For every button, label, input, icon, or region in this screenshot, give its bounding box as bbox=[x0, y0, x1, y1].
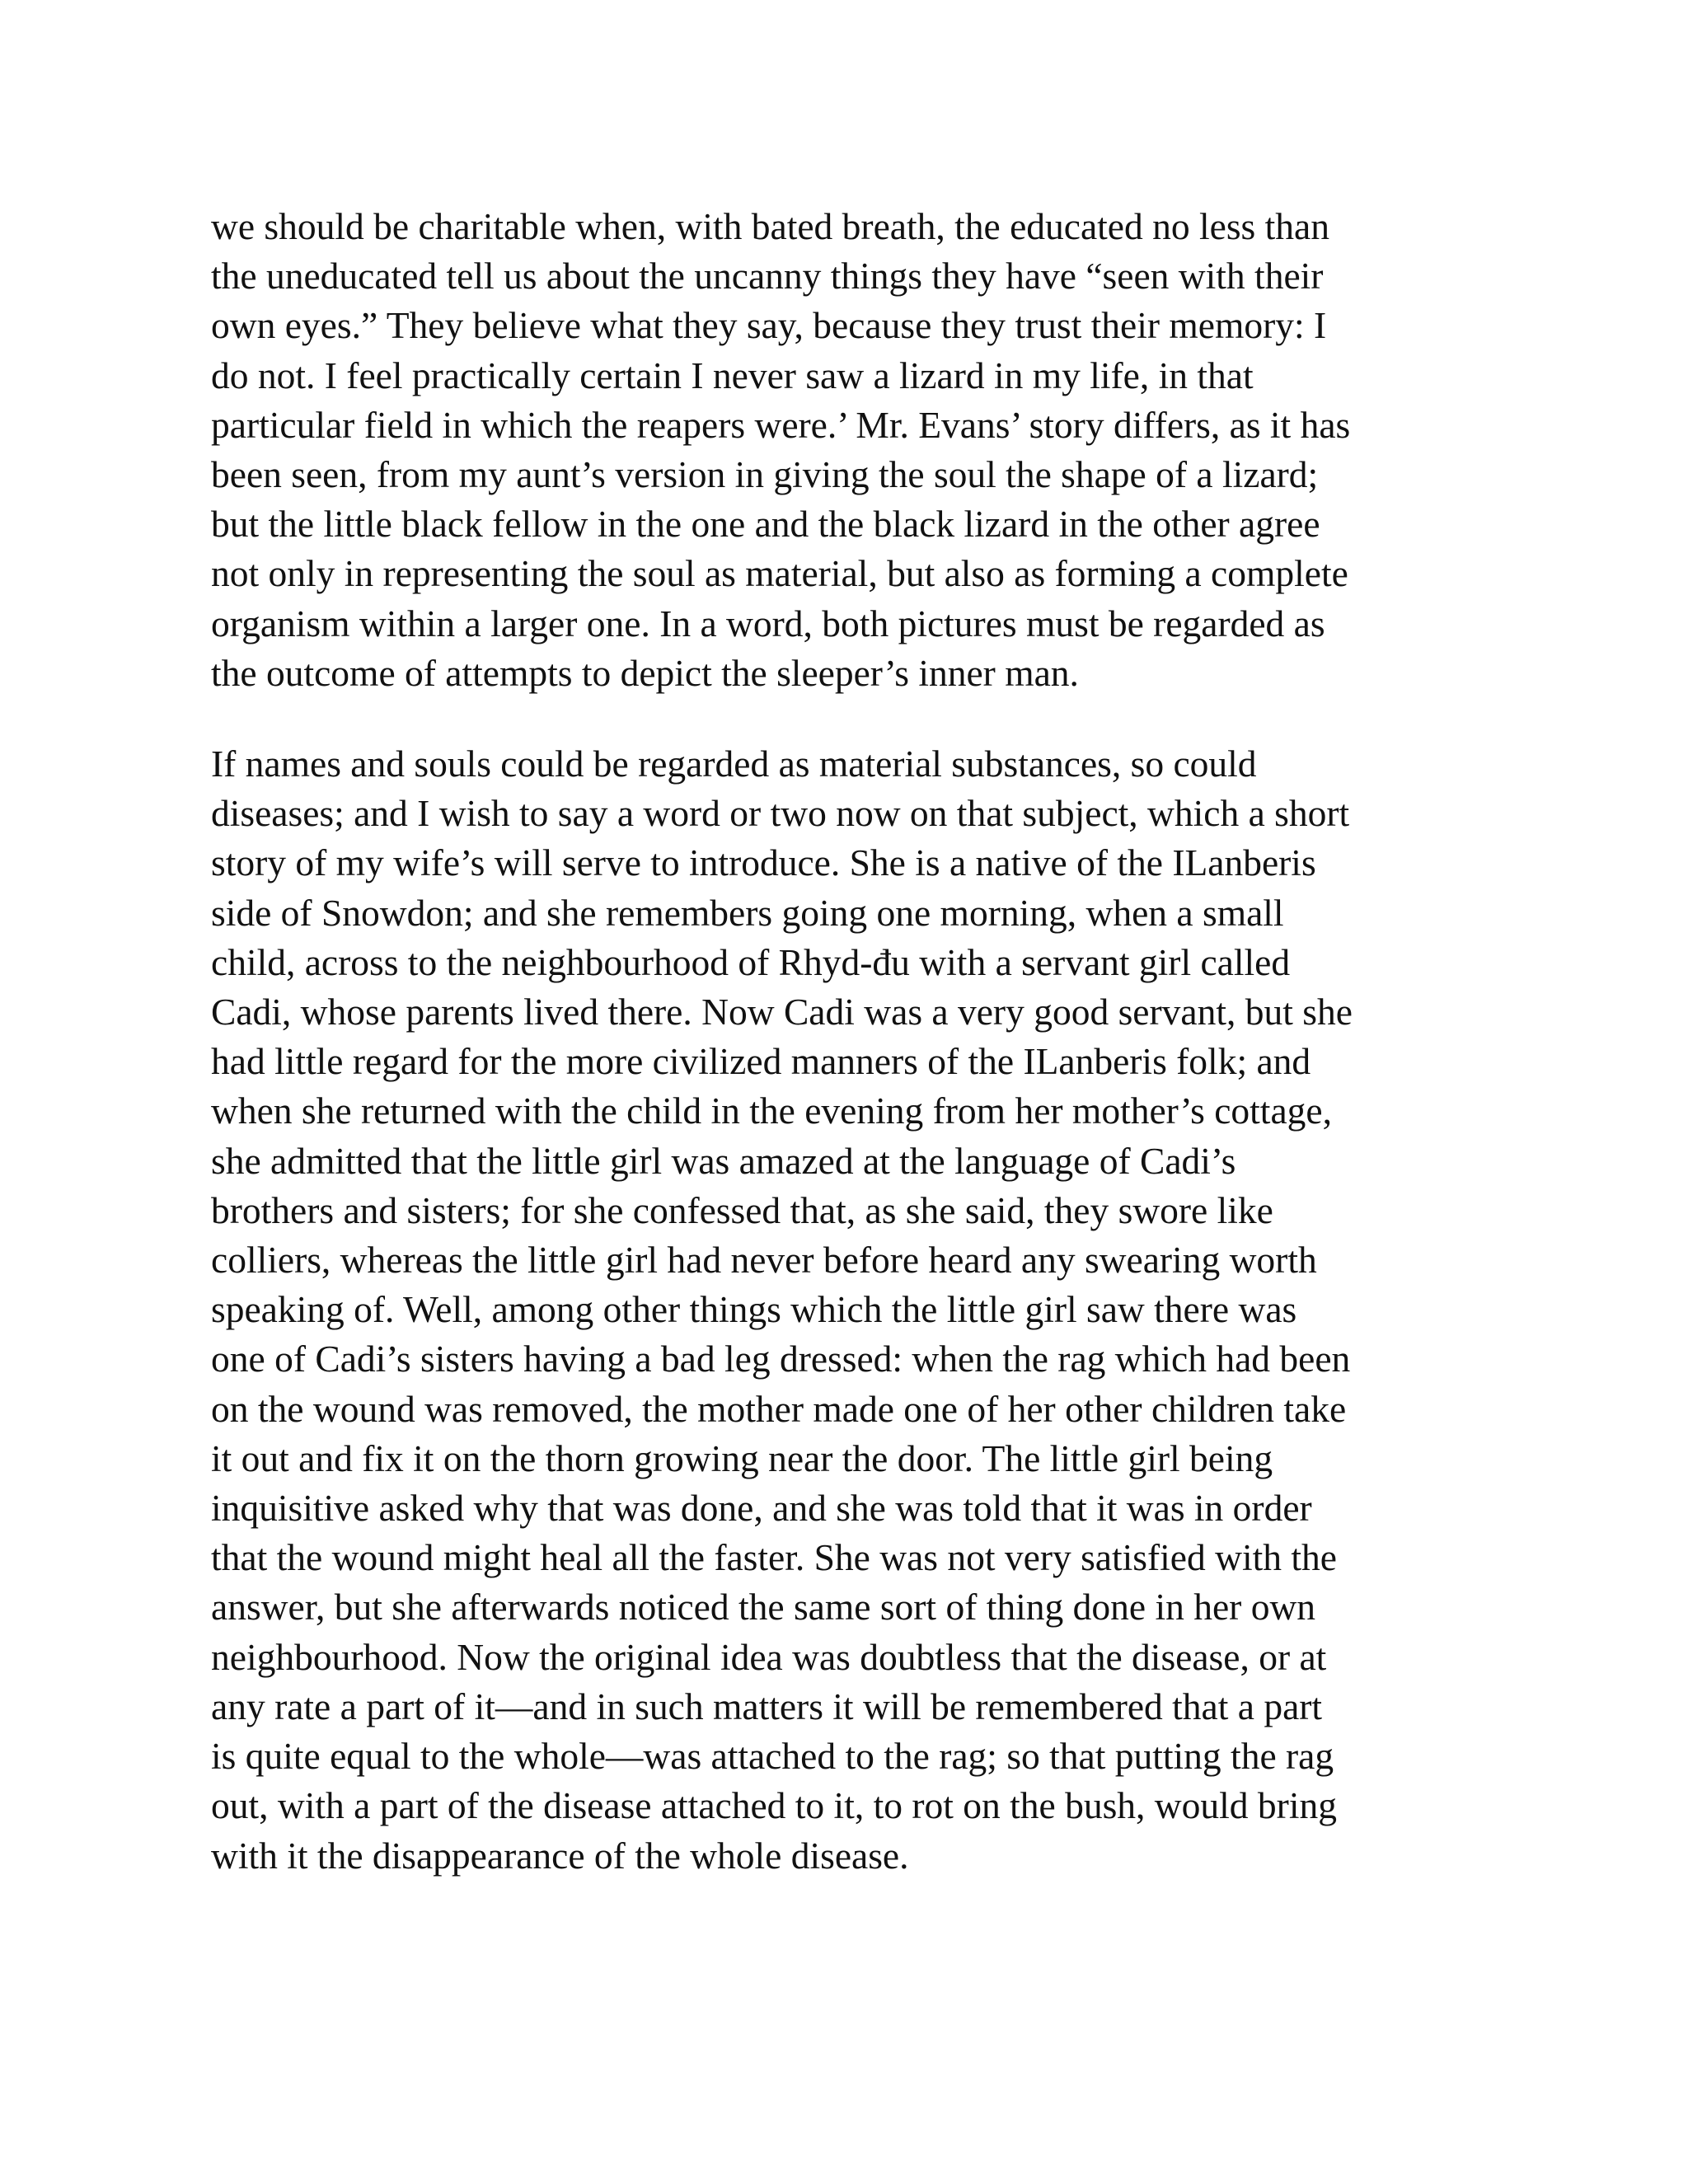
text-line: story of my wife’s will serve to introduce. She is a native of the ILanberis bbox=[211, 841, 1316, 884]
text-line: one of Cadi’s sisters having a bad leg dressed: when the rag which had been bbox=[211, 1338, 1351, 1380]
text-line: colliers, whereas the little girl had never before heard any swearing worth bbox=[211, 1239, 1317, 1282]
text-line: answer, but she afterwards noticed the same sort of thing done in her own bbox=[211, 1586, 1316, 1629]
text-line: had little regard for the more civilized manners of the ILanberis folk; and bbox=[211, 1040, 1311, 1083]
text-line: been seen, from my aunt’s version in giving the soul the shape of a lizard; bbox=[211, 453, 1319, 496]
text-line: but the little black fellow in the one and the black lizard in the other agree bbox=[211, 503, 1320, 546]
text-line: organism within a larger one. In a word, both pictures must be regarded as bbox=[211, 602, 1325, 644]
text-line: on the wound was removed, the mother made one of her other children take bbox=[211, 1387, 1347, 1430]
text-line: the outcome of attempts to depict the sleeper’s inner man. bbox=[211, 651, 1079, 694]
text-line: it out and fix it on the thorn growing near the door. The little girl being bbox=[211, 1436, 1273, 1479]
text-line: speaking of. Well, among other things which the little girl saw there was bbox=[211, 1288, 1297, 1331]
text-line: she admitted that the little girl was amazed at the language of Cadi’s bbox=[211, 1139, 1236, 1182]
text-line: child, across to the neighbourhood of Rhyd-đu with a servant girl called bbox=[211, 940, 1291, 983]
body-text bbox=[211, 202, 1497, 1881]
text-line: that the wound might heal all the faster. She was not very satisfied with the bbox=[211, 1536, 1337, 1579]
text-line: we should be charitable when, with bated breath, the educated no less than bbox=[211, 205, 1329, 247]
text-line: own eyes.” They believe what they say, because they trust their memory: I bbox=[211, 304, 1327, 347]
text-line: side of Snowdon; and she remembers going one morning, when a small bbox=[211, 891, 1284, 934]
text-line: brothers and sisters; for she confessed that, as she said, they swore like bbox=[211, 1188, 1273, 1231]
text-line: inquisitive asked why that was done, and she was told that it was in order bbox=[211, 1487, 1312, 1530]
text-line: particular field in which the reapers were.’ Mr. Evans’ story differs, as it has bbox=[211, 403, 1351, 446]
text-line: Cadi, whose parents lived there. Now Cadi was a very good servant, but she bbox=[211, 991, 1353, 1033]
paragraph-2 bbox=[211, 739, 1497, 1881]
text-line: diseases; and I wish to say a word or two now on that subject, which a short bbox=[211, 792, 1350, 835]
text-line: when she returned with the child in the evening from her mother’s cottage, bbox=[211, 1090, 1332, 1132]
text-line: If names and souls could be regarded as material substances, so could bbox=[211, 743, 1257, 785]
text-line: any rate a part of it—and in such matters it will be remembered that a part bbox=[211, 1685, 1323, 1727]
paragraph-1 bbox=[211, 202, 1497, 698]
text-line: out, with a part of the disease attached to it, to rot on the bush, would bring bbox=[211, 1784, 1337, 1827]
text-line: neighbourhood. Now the original idea was doubtless that the disease, or at bbox=[211, 1635, 1327, 1678]
text-line: not only in representing the soul as material, but also as forming a complete bbox=[211, 552, 1348, 595]
text-line: is quite equal to the whole—was attached to the rag; so that putting the rag bbox=[211, 1735, 1334, 1778]
text-line: do not. I feel practically certain I never saw a lizard in my life, in that bbox=[211, 354, 1254, 396]
text-line: the uneducated tell us about the uncanny things they have “seen with their bbox=[211, 255, 1324, 298]
text-line: with it the disappearance of the whole disease. bbox=[211, 1834, 909, 1877]
